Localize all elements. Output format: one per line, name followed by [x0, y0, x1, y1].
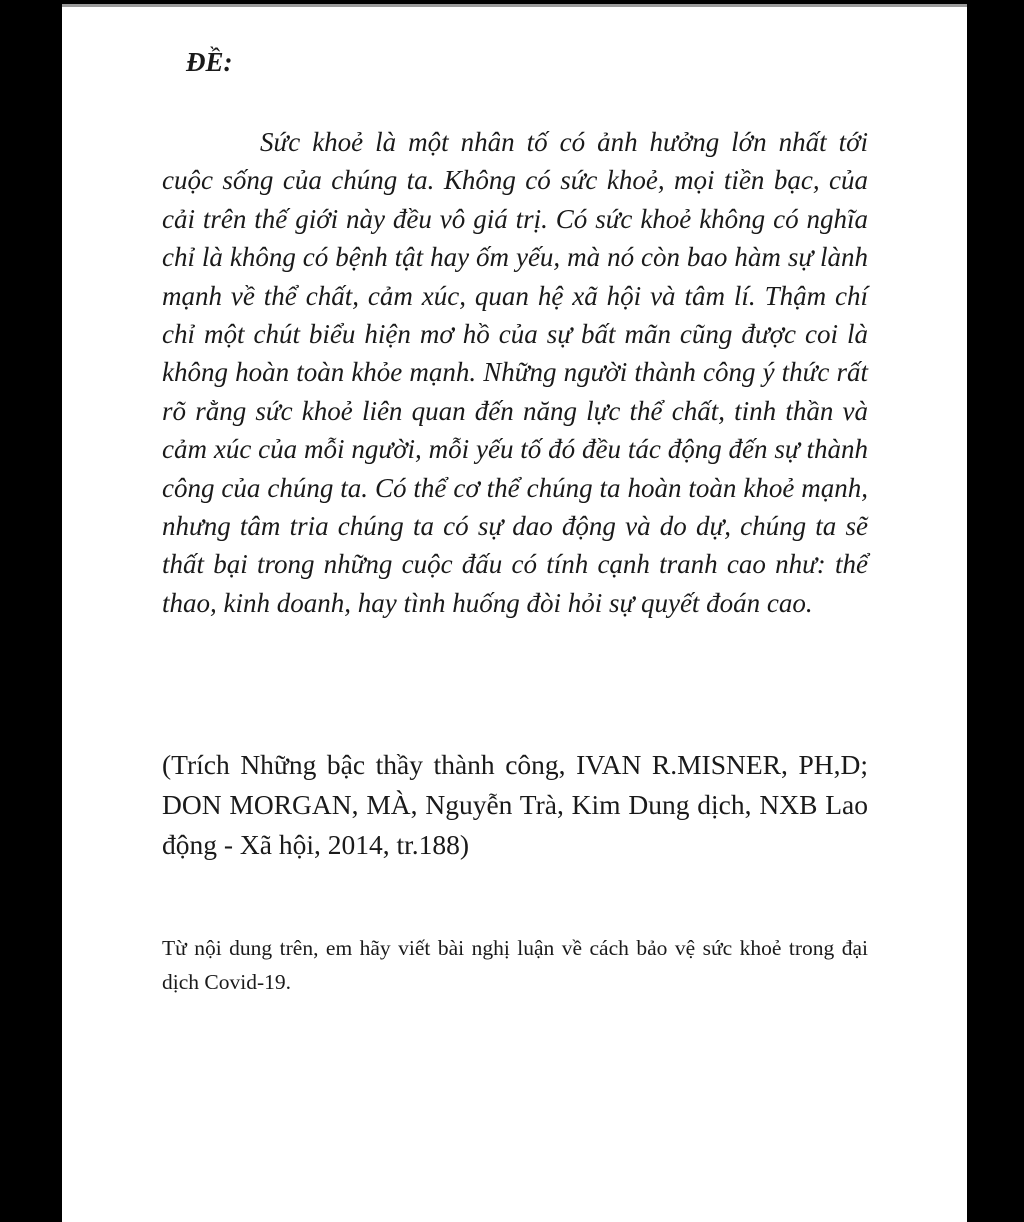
document-heading: ĐỀ:: [186, 47, 233, 77]
excerpt-paragraph: Sức khoẻ là một nhân tố có ảnh hưởng lớn nhất tới cuộc sống của chúng ta. Không có sức khoẻ, mọi tiền bạc, của cải trên thế giới này đều vô giá trị. Có sức khoẻ không có nghĩa chỉ là không có bệnh tật hay ốm yếu, mà nó còn bao hàm sự lành mạnh về thể chất, cảm xúc, quan hệ xã hội và tâm lí. Thậm chí chỉ một chút biểu hiện mơ hồ của sự bất mãn cũng được coi là không hoàn toàn khỏe mạnh. Những người thành công ý thức rất rõ rằng sức khoẻ liên quan đến năng lực thể chất, tinh thần và cảm xúc của mỗi người, mỗi yếu tố đó đều tác động đến sự thành công của chúng ta. Có thể cơ thể chúng ta hoàn toàn khoẻ mạnh, nhưng tâm tria chúng ta có sự dao động và do dự, chúng ta sẽ thất bại trong những cuộc đấu có tính cạnh tranh cao như: thể thao, kinh doanh, hay tình huống đòi hỏi sự quyết đoán cao.: [162, 127, 868, 618]
essay-prompt: Từ nội dung trên, em hãy viết bài nghị luận về cách bảo vệ sức khoẻ trong đại dịch Covid-19.: [162, 936, 868, 994]
document-page: [62, 4, 967, 1222]
citation-paragraph: (Trích Những bậc thầy thành công, IVAN R.MISNER, PH,D; DON MORGAN, MÀ, Nguyễn Trà, Kim Dung dịch, NXB Lao động - Xã hội, 2014, tr.188): [162, 749, 868, 860]
